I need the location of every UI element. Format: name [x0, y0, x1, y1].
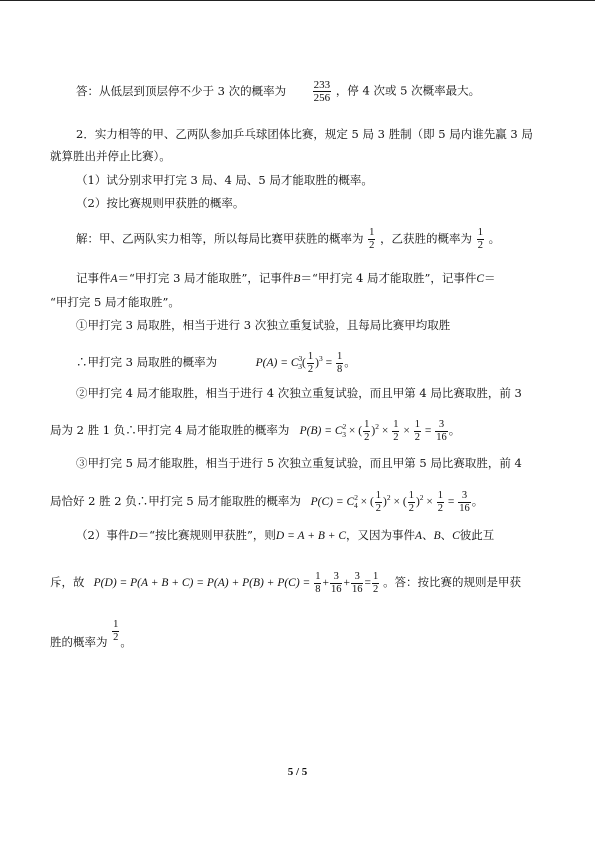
top-border [0, 0, 595, 1]
case-2-line-1: ②甲打完 4 局才能取胜，相当于进行 4 次独立重复试验，而且甲第 4 局比赛取胜，前 3 [76, 386, 522, 400]
fraction-one-half: $\frac{1}{2}$ [369, 227, 375, 251]
case-1-line-1: ①甲打完 3 局取胜，相当于进行 3 次独立重复试验，且每局比赛甲均取胜 [76, 318, 451, 332]
answer-1-prefix: 答：从低层到顶层停不少于 3 次的概率为 [76, 83, 287, 98]
case-3-line-2: 局恰好 2 胜 2 负∴甲打完 5 局才能取胜的概率为 $P(C) = C^2_4$ × ( $\frac{1}{2}$ )$^2$ × ( $\frac{1}{2}$ )$^2$ × $\frac{1}{2}$ = $\frac{3}{16}$ 。 [50, 490, 484, 514]
formula-p-c: $P(C) = C^2_4$ × ( $\frac{1}{2}$ )$^2$ × ( $\frac{1}{2}$ )$^2$ × $\frac{1}{2}$ = $\frac{3}{16}$ 。 [310, 490, 484, 514]
case-1-line-2: ∴甲打完 3 局取胜的概率为 $P(A) = C^3_3$( $\frac{1}{2}$ )$^3$ = $\frac{1}{8}$ 。 [76, 351, 356, 375]
answer-1-suffix: ，停 4 次或 5 次概率最大。 [335, 83, 481, 98]
fraction-233-256: $\frac{233}{256}$ [313, 79, 331, 104]
fraction-one-half: $\frac{1}{2}$ [477, 227, 483, 251]
part-2-line-3: 胜的概率为 $\frac{1}{2}$ 。 [50, 619, 132, 649]
page-number: 5 / 5 [287, 766, 308, 778]
answer-1-line [76, 79, 480, 104]
question-2-line-1: 2．实力相等的甲、乙两队参加乒乓球团体比赛，规定 5 局 3 胜制（即 5 局内谁先赢 3 局 [76, 127, 533, 141]
formula-p-d: P(D) = P(A + B + C) = P(A) + P(B) + P(C) = $\frac{1}{8}$ + $\frac{3}{16}$ + $\frac{3}{16}$ = $\frac{1}{2}$ [93, 571, 379, 595]
event-definitions-line-2: “甲打完 5 局才能取胜”。 [50, 295, 180, 309]
solution-intro: 解：甲、乙两队实力相等，所以每局比赛甲获胜的概率为 $\frac{1}{2}$ ，乙获胜的概率为 $\frac{1}{2}$ 。 [76, 227, 501, 251]
case-2-line-2: 局为 2 胜 1 负∴甲打完 4 局才能取胜的概率为 $P(B) = C^2_3$ × ( $\frac{1}{2}$ )$^2$ × $\frac{1}{2}$ × $\frac{1}{2}$ = $\frac{3}{16}$ 。 [50, 419, 461, 443]
case-3-line-1: ③甲打完 5 局才能取胜，相当于进行 5 次独立重复试验，而且甲第 5 局比赛取胜，前 4 [76, 456, 522, 470]
question-2-line-2: 就算胜出并停止比赛）。 [50, 149, 171, 163]
formula-p-b: $P(B) = C^2_3$ × ( $\frac{1}{2}$ )$^2$ × $\frac{1}{2}$ × $\frac{1}{2}$ = $\frac{3}{16}$ 。 [299, 419, 461, 443]
event-definitions-line-1: 记事件A＝“甲打完 3 局才能取胜”，记事件B＝“甲打完 4 局才能取胜”，记事件C＝ [76, 271, 496, 285]
fraction-one-half: $\frac{1}{2}$ [113, 619, 119, 643]
question-2-part-2: （2）按比赛规则甲获胜的概率。 [76, 196, 245, 210]
part-2-line-1: （2）事件D＝“按比赛规则甲获胜”，则D = A + B + C，又因为事件A、B、C彼此互 [76, 528, 495, 542]
question-2-part-1: （1）试分别求甲打完 3 局、4 局、5 局才能取胜的概率。 [76, 173, 373, 187]
part-2-line-2: 斥，故 P(D) = P(A + B + C) = P(A) + P(B) + P(C) = $\frac{1}{8}$ + $\frac{3}{16}$ + $\frac{3}{16}$ = $\frac{1}{2}$ 。答：按比赛的规则是甲获 [50, 571, 522, 595]
formula-p-a: $P(A) = C^3_3$( $\frac{1}{2}$ )$^3$ = $\frac{1}{8}$ 。 [255, 351, 356, 375]
